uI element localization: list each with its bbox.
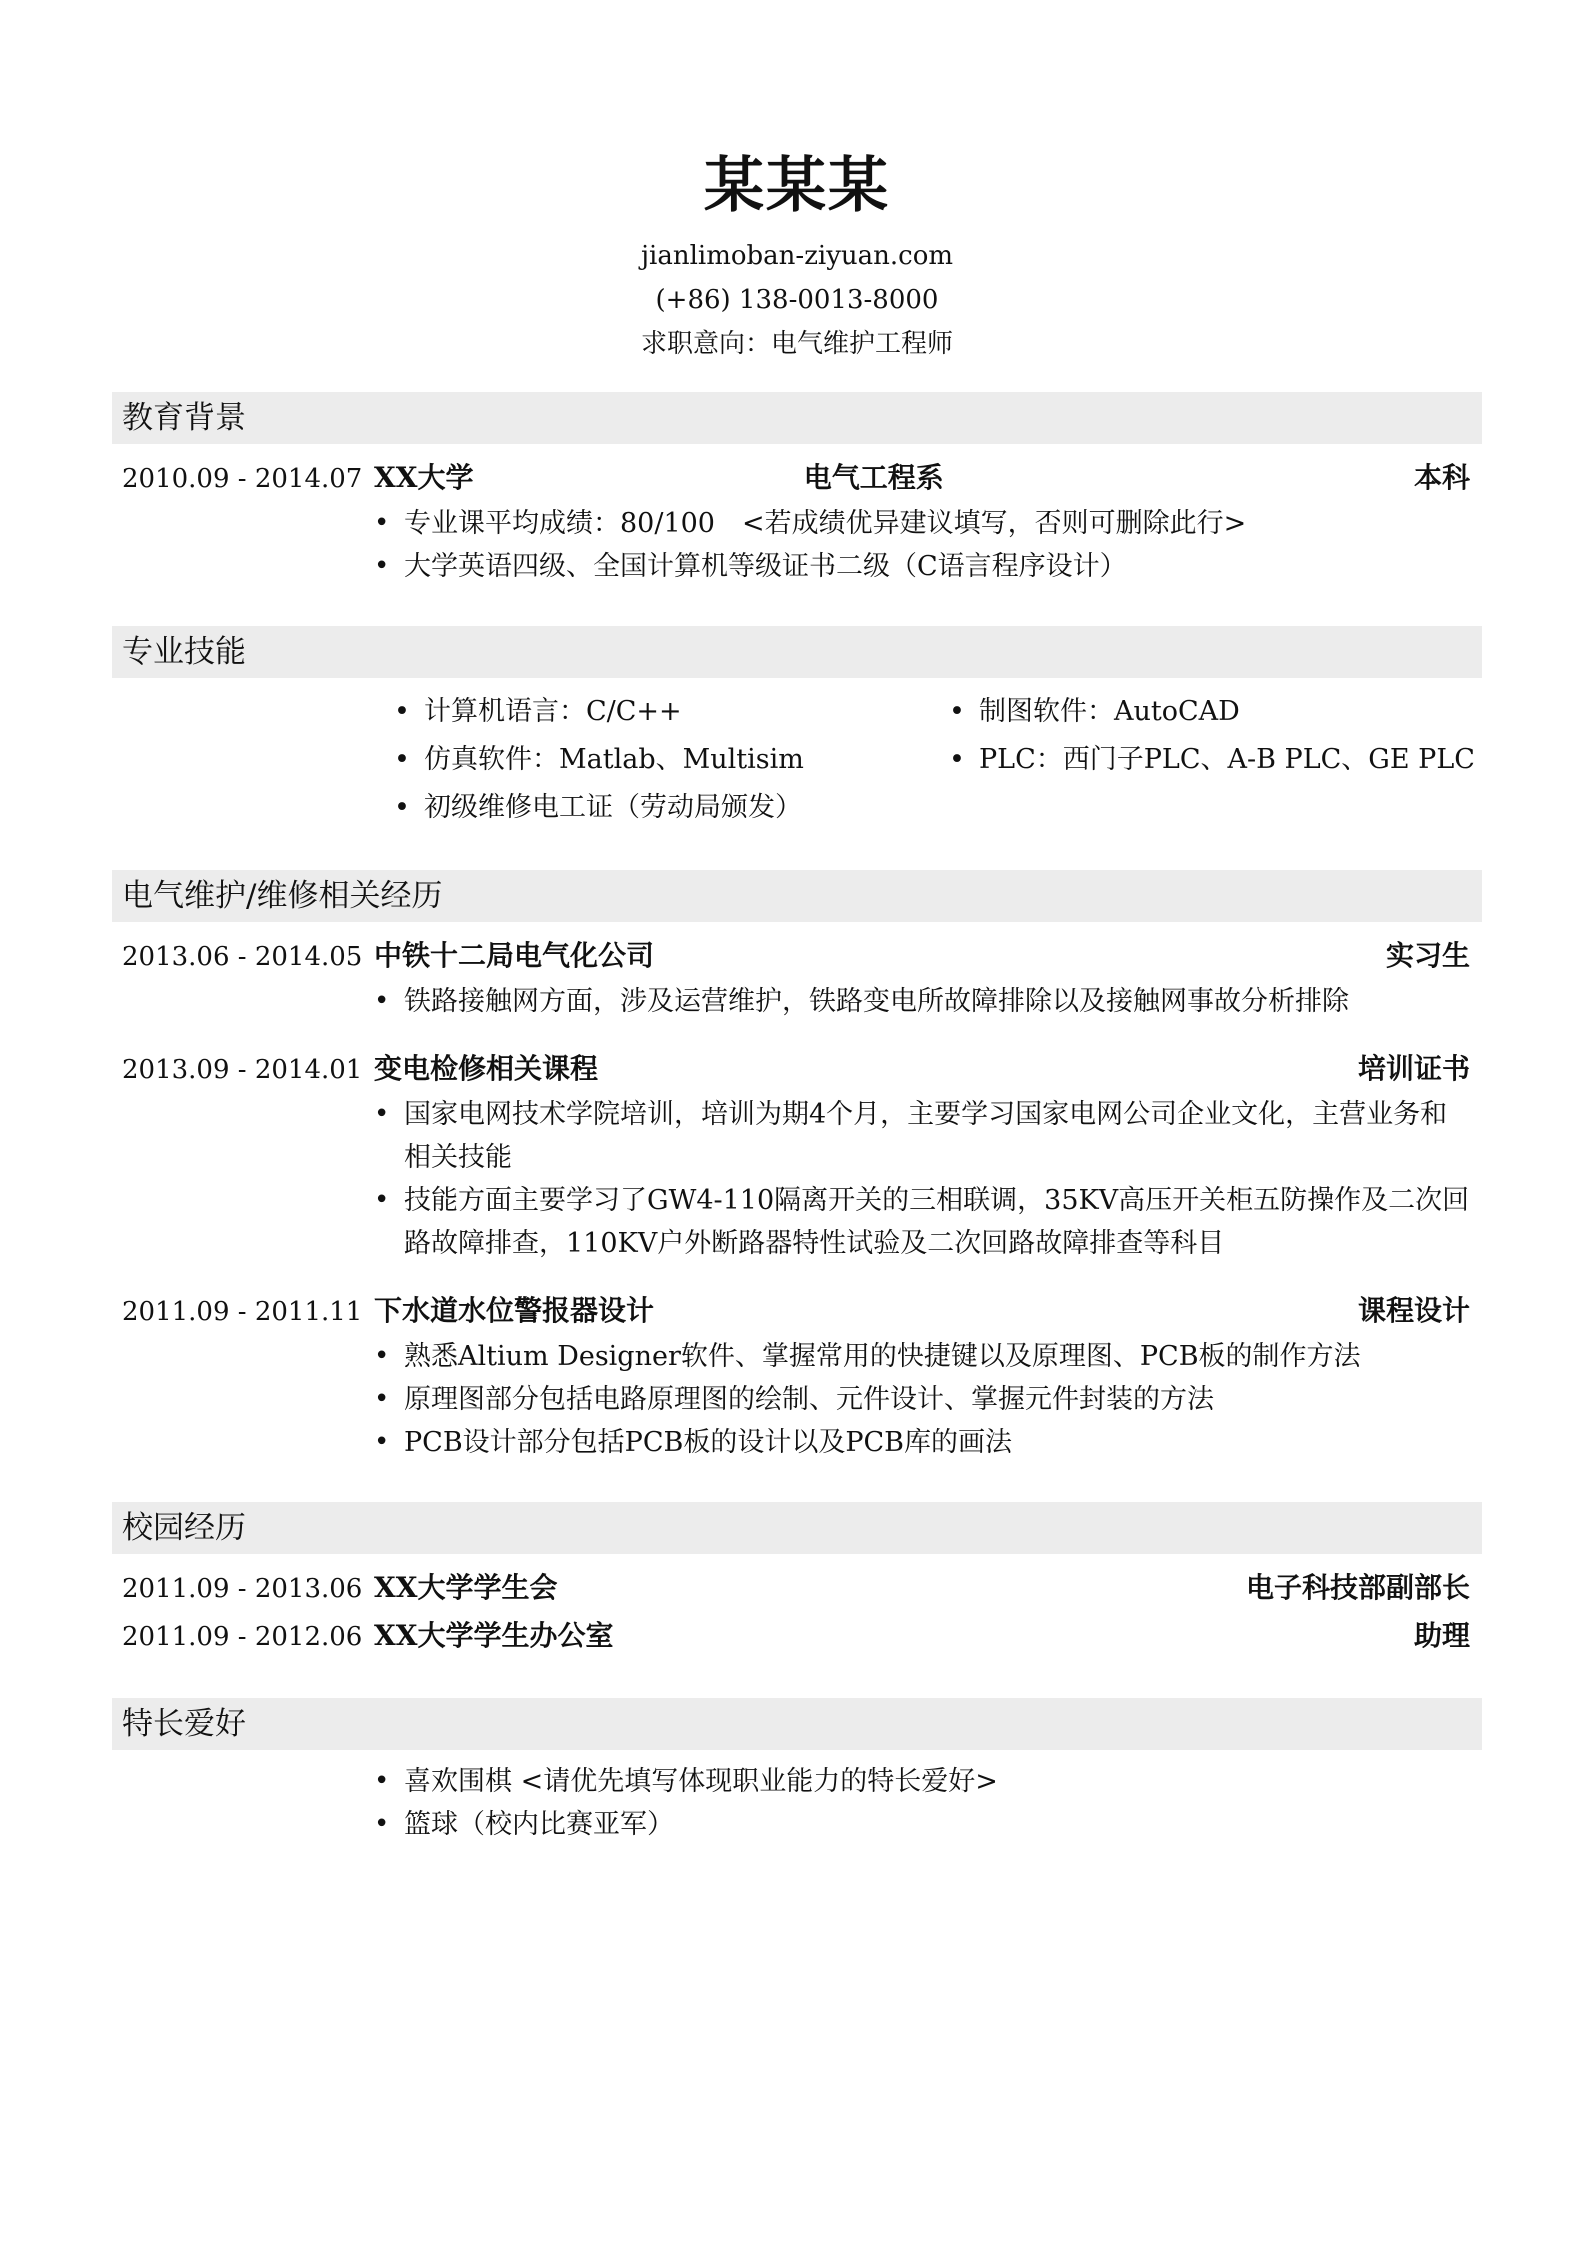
section-title: 教育背景 [112,392,1482,444]
campus-section [112,1502,1482,1660]
entry-date: 2013.09 - 2014.01 [122,1055,363,1085]
role: 实习生 [1385,939,1470,972]
entry-date: 2011.09 - 2011.11 [122,1297,363,1327]
entry-date: 2013.06 - 2014.05 [122,942,363,972]
organization: XX大学学生办公室 [374,1619,614,1652]
education-entry [112,454,1482,588]
skill-item: • 仿真软件：Matlab、Multisim [394,736,949,784]
hobbies-entry [112,1760,1482,1846]
list-item: • 大学英语四级、全国计算机等级证书二级（C语言程序设计） [374,545,1482,588]
degree: 本科 [1413,461,1470,494]
list-item: • 技能方面主要学习了GW4-110隔离开关的三相联调，35KV高压开关柜五防操作及二次回路故障排查，110KV户外断路器特性试验及二次回路故障排查等科目 [374,1179,1482,1265]
section-title: 校园经历 [112,1502,1482,1554]
list-item: • 铁路接触网方面，涉及运营维护，铁路变电所故障排除以及接触网事故分析排除 [374,980,1482,1023]
experience-entry [112,932,1482,1023]
list-item: • 原理图部分包括电路原理图的绘制、元件设计、掌握元件封装的方法 [374,1378,1482,1421]
entry-date: 2011.09 - 2012.06 [122,1622,363,1652]
section-title: 电气维护/维修相关经历 [112,870,1482,922]
major: 电气工程系 [803,461,944,494]
phone: (+86) 138-0013-8000 [655,285,939,315]
list-item: • PCB设计部分包括PCB板的设计以及PCB库的画法 [374,1421,1482,1464]
skill-item: • 计算机语言：C/C++ [394,688,949,736]
organization: 中铁十二局电气化公司 [374,939,655,972]
list-item: • 篮球（校内比赛亚军） [374,1803,1482,1846]
skill-item: • 初级维修电工证（劳动局颁发） [394,784,949,832]
skills-section [112,626,1482,832]
list-item: • 熟悉Altium Designer软件、掌握常用的快捷键以及原理图、PCB板的制作方法 [374,1335,1482,1378]
job-objective: 求职意向：电气维护工程师 [640,329,953,359]
resume-page [112,150,1482,1846]
role: 培训证书 [1357,1052,1470,1085]
entry-date: 2010.09 - 2014.07 [122,464,363,494]
organization: 下水道水位警报器设计 [374,1294,655,1327]
experience-section [112,870,1482,1464]
list-item: • 喜欢围棋 <请优先填写体现职业能力的特长爱好> [374,1760,1482,1803]
organization: 变电检修相关课程 [374,1052,599,1085]
role: 电子科技部副部长 [1245,1571,1470,1604]
list-item: • 专业课平均成绩：80/100 <若成绩优异建议填写，否则可删除此行> [374,502,1482,545]
skill-item: • 制图软件：AutoCAD [949,688,1482,736]
role: 课程设计 [1357,1294,1470,1327]
experience-entry [112,1287,1482,1464]
skill-item: • PLC：西门子PLC、A-B PLC、GE PLC [949,736,1482,784]
campus-entry [112,1612,1482,1660]
website: jianlimoban-ziyuan.com [640,241,954,271]
entry-date: 2011.09 - 2013.06 [122,1574,363,1604]
experience-entry [112,1045,1482,1265]
school-name: XX大学 [374,461,474,494]
role: 助理 [1413,1619,1470,1652]
hobbies-section [112,1698,1482,1846]
section-title: 专业技能 [112,626,1482,678]
list-item: • 国家电网技术学院培训，培训为期4个月，主要学习国家电网公司企业文化，主营业务和相关技能 [374,1093,1482,1179]
section-title: 特长爱好 [112,1698,1482,1750]
campus-entry [112,1564,1482,1612]
candidate-name: 某某某 [704,151,890,221]
organization: XX大学学生会 [374,1571,558,1604]
education-section [112,392,1482,588]
